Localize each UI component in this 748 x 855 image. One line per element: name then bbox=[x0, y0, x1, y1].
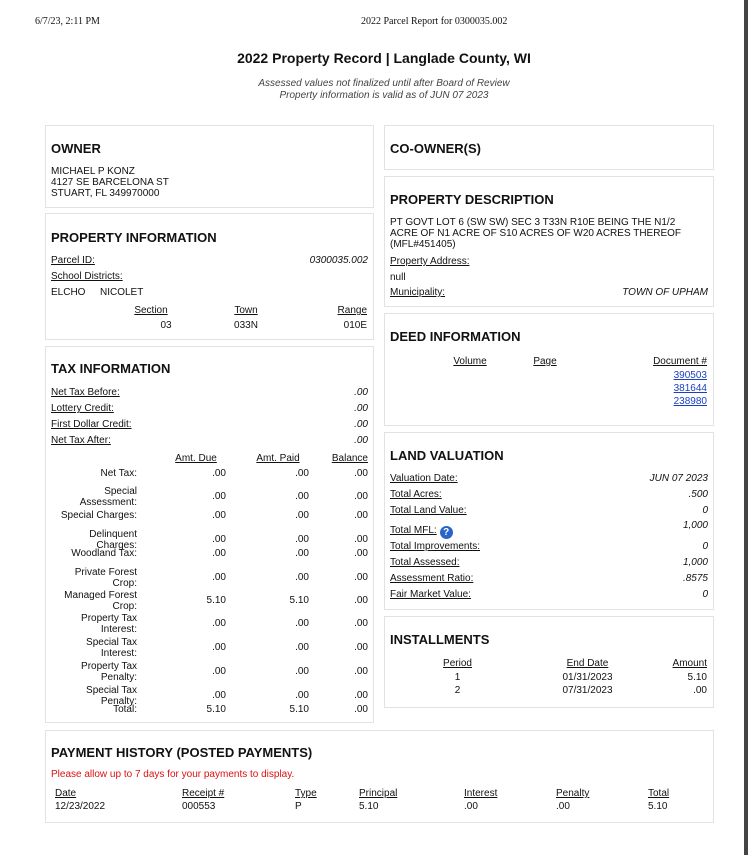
coowner-heading: CO-OWNER(S) bbox=[390, 141, 481, 156]
owner-city: STUART, FL 349970000 bbox=[51, 188, 160, 199]
tax-amt-due: 5.10 bbox=[206, 595, 226, 606]
total-land-value-value: 0 bbox=[702, 505, 708, 516]
note-line: Property information is valid as of JUN 07 2023 bbox=[279, 90, 489, 101]
payment-type: P bbox=[295, 801, 302, 812]
amt-paid-header: Amt. Paid bbox=[256, 453, 300, 464]
owner-name: MICHAEL P KONZ bbox=[51, 166, 135, 177]
net-tax-after-label: Net Tax After: bbox=[51, 435, 111, 446]
tax-balance: .00 bbox=[354, 704, 368, 715]
parcel-id-value: 0300035.002 bbox=[309, 255, 368, 266]
tax-amt-paid: 5.10 bbox=[289, 595, 309, 606]
first-dollar-credit-label: First Dollar Credit: bbox=[51, 419, 132, 430]
amt-due-header: Amt. Due bbox=[175, 453, 217, 464]
installment-end-date: 07/31/2023 bbox=[562, 685, 613, 696]
range-label: Range bbox=[337, 305, 367, 316]
amount-header: Amount bbox=[672, 658, 707, 669]
tax-info-heading: TAX INFORMATION bbox=[51, 361, 171, 376]
tax-amt-paid: .00 bbox=[295, 491, 309, 502]
tax-balance: .00 bbox=[354, 618, 368, 629]
valuation-date-label: Valuation Date: bbox=[390, 473, 458, 484]
deed-panel bbox=[384, 313, 714, 426]
lottery-credit-label: Lottery Credit: bbox=[51, 403, 114, 414]
tax-balance: .00 bbox=[354, 468, 368, 479]
payment-notice: Please allow up to 7 days for your payments to display. bbox=[51, 769, 295, 780]
note-line: Assessed values not finalized until after Board of Review bbox=[258, 78, 510, 89]
payment-history-heading: PAYMENT HISTORY (POSTED PAYMENTS) bbox=[51, 745, 313, 760]
land-valuation-heading: LAND VALUATION bbox=[390, 448, 504, 463]
help-icon[interactable]: ? bbox=[440, 526, 453, 539]
total-acres-label: Total Acres: bbox=[390, 489, 442, 500]
tax-amt-paid: .00 bbox=[295, 548, 309, 559]
deed-heading: DEED INFORMATION bbox=[390, 329, 521, 344]
owner-panel bbox=[45, 125, 374, 208]
coowner-panel bbox=[384, 125, 714, 170]
tax-row-label: Total: bbox=[113, 704, 137, 715]
tax-balance: .00 bbox=[354, 690, 368, 701]
tax-amt-due: .00 bbox=[212, 468, 226, 479]
page-title: 2022 Property Record | Langlade County, WI bbox=[237, 50, 531, 66]
tax-amt-paid: .00 bbox=[295, 642, 309, 653]
installment-end-date: 01/31/2023 bbox=[562, 672, 613, 683]
property-info-heading: PROPERTY INFORMATION bbox=[51, 230, 217, 245]
tax-balance: .00 bbox=[354, 572, 368, 583]
school-districts-label: School Districts: bbox=[51, 271, 123, 282]
payment-receipt: 000553 bbox=[182, 801, 216, 812]
tax-amt-paid: .00 bbox=[295, 666, 309, 677]
principal-header: Principal bbox=[359, 788, 398, 799]
tax-balance: .00 bbox=[354, 491, 368, 502]
tax-row-label: Woodland Tax: bbox=[71, 548, 137, 559]
tax-balance: .00 bbox=[354, 534, 368, 545]
receipt-header: Receipt # bbox=[182, 788, 225, 799]
tax-row-label: Net Tax: bbox=[100, 468, 137, 479]
installment-period: 1 bbox=[454, 672, 461, 683]
net-tax-before-value: .00 bbox=[354, 387, 368, 398]
fair-market-value-value: 0 bbox=[702, 589, 708, 600]
payment-penalty: .00 bbox=[556, 801, 570, 812]
volume-header: Volume bbox=[453, 356, 487, 367]
tax-amt-paid: .00 bbox=[295, 690, 309, 701]
tax-row-label: Special Assessment: bbox=[79, 486, 137, 508]
tax-row-label: Private Forest Crop: bbox=[74, 567, 137, 589]
tax-balance: .00 bbox=[354, 642, 368, 653]
deed-document-link[interactable]: 381644 bbox=[673, 383, 707, 394]
tax-amt-due: .00 bbox=[212, 642, 226, 653]
tax-amt-paid: .00 bbox=[295, 572, 309, 583]
tax-row-label: Delinquent Charges: bbox=[89, 529, 137, 551]
tax-row-label: Property Tax Penalty: bbox=[81, 661, 137, 683]
tax-row-label: Managed Forest Crop: bbox=[64, 590, 137, 612]
school-district: ELCHO bbox=[51, 287, 86, 298]
tax-amt-due: .00 bbox=[212, 548, 226, 559]
validity-notes bbox=[0, 78, 748, 102]
tax-balance: .00 bbox=[354, 548, 368, 559]
payment-total: 5.10 bbox=[648, 801, 668, 812]
tax-amt-paid: .00 bbox=[295, 510, 309, 521]
net-tax-after-value: .00 bbox=[354, 435, 368, 446]
total-header: Total bbox=[648, 788, 670, 799]
interest-header: Interest bbox=[464, 788, 498, 799]
tax-info-panel bbox=[45, 346, 374, 723]
payment-interest: .00 bbox=[464, 801, 478, 812]
type-header: Type bbox=[295, 788, 317, 799]
section-label: Section bbox=[134, 305, 168, 316]
net-tax-before-label: Net Tax Before: bbox=[51, 387, 120, 398]
total-improvements-label: Total Improvements: bbox=[390, 541, 481, 552]
tax-amt-due: .00 bbox=[212, 666, 226, 677]
total-land-value-label: Total Land Value: bbox=[390, 505, 467, 516]
assessment-ratio-label: Assessment Ratio: bbox=[390, 573, 474, 584]
school-district: NICOLET bbox=[100, 287, 144, 298]
property-address-value: null bbox=[390, 272, 406, 283]
installment-period: 2 bbox=[454, 685, 461, 696]
first-dollar-credit-value: .00 bbox=[354, 419, 368, 430]
window-edge bbox=[744, 0, 748, 855]
property-description-heading: PROPERTY DESCRIPTION bbox=[390, 192, 554, 207]
tax-amt-due: .00 bbox=[212, 491, 226, 502]
tax-amt-paid: .00 bbox=[295, 618, 309, 629]
tax-row-label: Special Tax Penalty: bbox=[86, 685, 137, 707]
parcel-id-label: Parcel ID: bbox=[51, 255, 95, 266]
payment-principal: 5.10 bbox=[359, 801, 379, 812]
print-datetime: 6/7/23, 2:11 PM bbox=[35, 16, 100, 27]
tax-amt-due: .00 bbox=[212, 618, 226, 629]
end-date-header: End Date bbox=[566, 658, 609, 669]
property-info-panel bbox=[45, 213, 374, 340]
print-title: 2022 Parcel Report for 0300035.002 bbox=[361, 16, 508, 27]
valuation-date-value: JUN 07 2023 bbox=[649, 473, 708, 484]
total-acres-value: .500 bbox=[688, 489, 708, 500]
installment-amount: 5.10 bbox=[687, 672, 707, 683]
installment-amount: .00 bbox=[693, 685, 707, 696]
payment-date: 12/23/2022 bbox=[55, 801, 106, 812]
installments-panel bbox=[384, 616, 714, 708]
total-assessed-value: 1,000 bbox=[682, 557, 708, 568]
tax-amt-due: .00 bbox=[212, 510, 226, 521]
owner-heading: OWNER bbox=[51, 141, 101, 156]
total-mfl-label: Total MFL: bbox=[390, 525, 437, 536]
municipality-value: TOWN OF UPHAM bbox=[622, 287, 708, 298]
total-mfl-row bbox=[390, 525, 453, 539]
deed-document-link[interactable]: 238980 bbox=[673, 396, 707, 407]
fair-market-value-label: Fair Market Value: bbox=[390, 589, 471, 600]
town-label: Town bbox=[234, 305, 258, 316]
property-address-label: Property Address: bbox=[390, 256, 470, 267]
tax-amt-due: .00 bbox=[212, 572, 226, 583]
tax-balance: .00 bbox=[354, 595, 368, 606]
tax-amt-paid: .00 bbox=[295, 534, 309, 545]
lottery-credit-value: .00 bbox=[354, 403, 368, 414]
town-value: 033N bbox=[234, 320, 258, 331]
penalty-header: Penalty bbox=[556, 788, 590, 799]
page-header: Page bbox=[533, 356, 557, 367]
total-improvements-value: 0 bbox=[702, 541, 708, 552]
tax-amt-paid: .00 bbox=[295, 468, 309, 479]
date-header: Date bbox=[55, 788, 77, 799]
tax-row-label: Special Charges: bbox=[60, 510, 137, 521]
legal-description: PT GOVT LOT 6 (SW SW) SEC 3 T33N R10E BEING THE N1/2 ACRE OF N1 ACRE OF S10 ACRES OF W20 ACRES THEREOF (MFL#451405) bbox=[390, 217, 681, 250]
tax-row-label: Special Tax Interest: bbox=[86, 637, 137, 659]
range-value: 010E bbox=[343, 320, 367, 331]
tax-amt-due: 5.10 bbox=[206, 704, 226, 715]
tax-amt-paid: 5.10 bbox=[289, 704, 309, 715]
section-value: 03 bbox=[160, 320, 172, 331]
total-assessed-label: Total Assessed: bbox=[390, 557, 460, 568]
installments-heading: INSTALLMENTS bbox=[390, 632, 490, 647]
tax-balance: .00 bbox=[354, 510, 368, 521]
total-mfl-value: 1,000 bbox=[682, 520, 708, 531]
assessment-ratio-value: .8575 bbox=[682, 573, 708, 584]
owner-street: 4127 SE BARCELONA ST bbox=[51, 177, 169, 188]
deed-document-link[interactable]: 390503 bbox=[673, 370, 707, 381]
tax-amt-due: .00 bbox=[212, 690, 226, 701]
balance-header: Balance bbox=[331, 453, 368, 464]
property-description-panel bbox=[384, 176, 714, 307]
tax-balance: .00 bbox=[354, 666, 368, 677]
land-valuation-panel bbox=[384, 432, 714, 610]
tax-amt-due: .00 bbox=[212, 534, 226, 545]
period-header: Period bbox=[443, 658, 472, 669]
municipality-label: Municipality: bbox=[390, 287, 446, 298]
payment-history-panel bbox=[45, 730, 714, 823]
tax-row-label: Property Tax Interest: bbox=[81, 613, 137, 635]
document-header: Document # bbox=[653, 356, 707, 367]
